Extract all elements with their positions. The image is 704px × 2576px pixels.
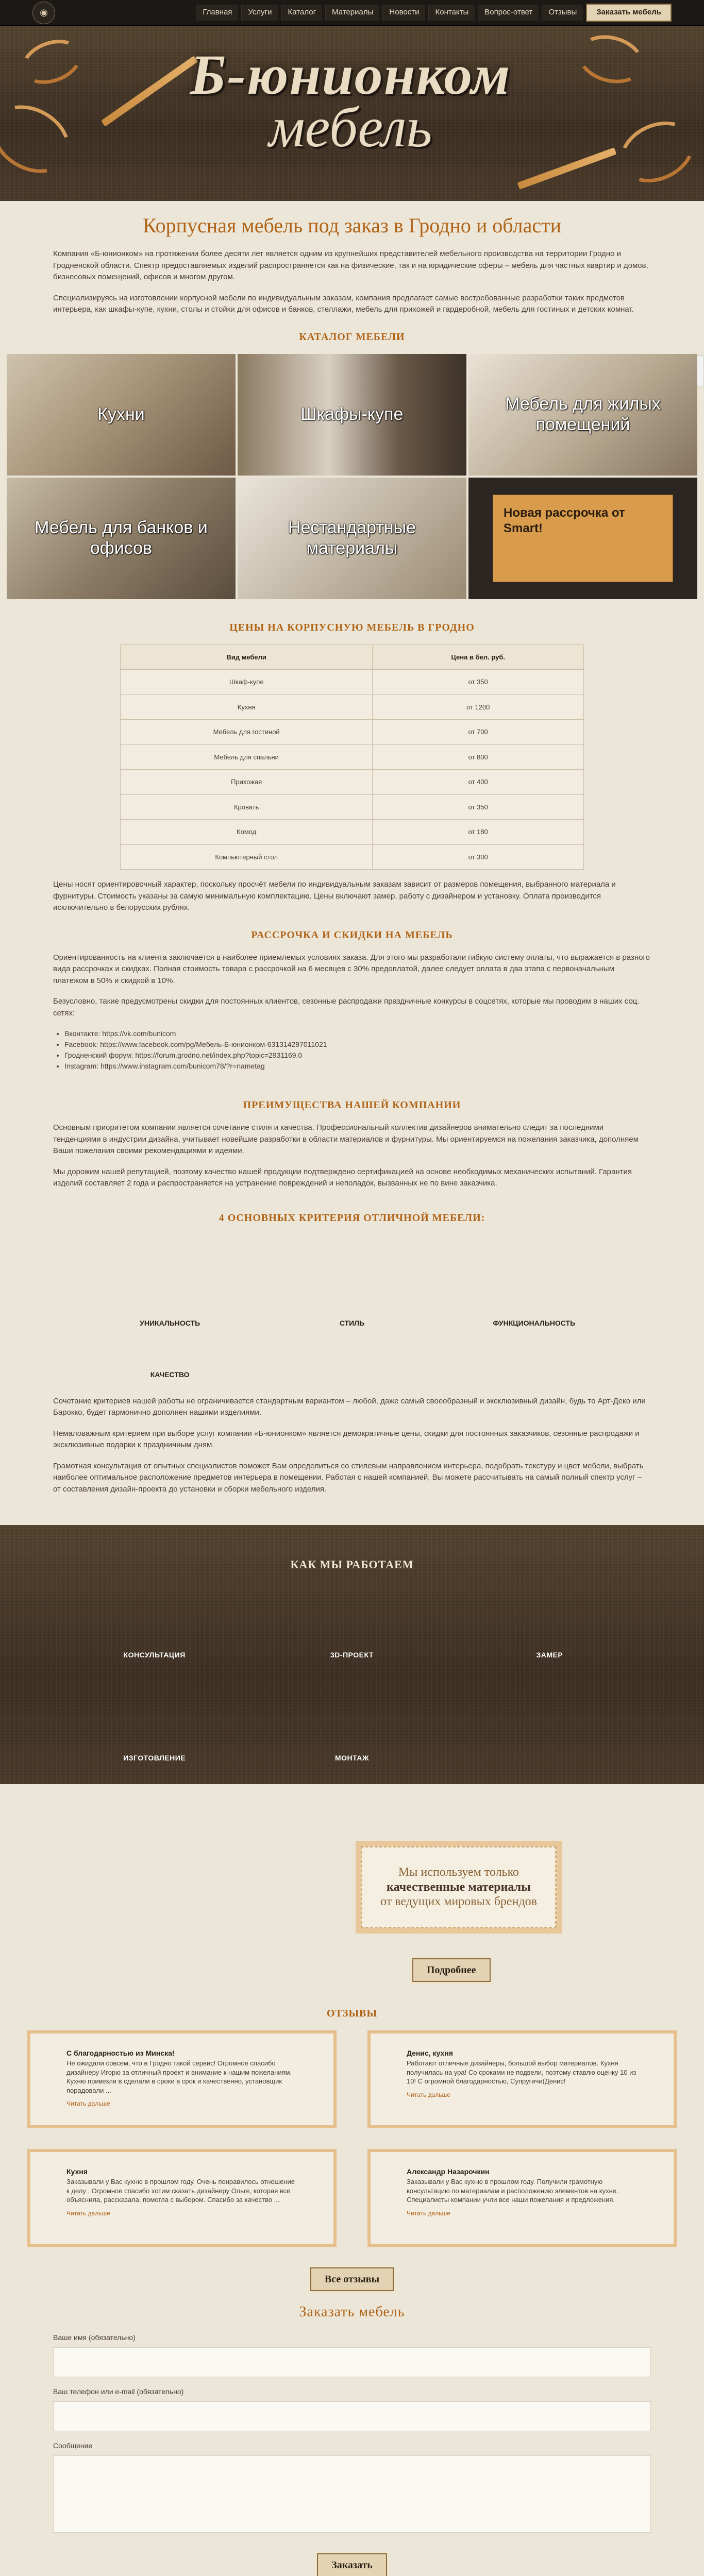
list-item	[64, 1050, 651, 1061]
nav-faq[interactable]: Вопрос-ответ	[478, 5, 539, 21]
hero-banner	[0, 26, 704, 201]
table-row	[121, 720, 584, 745]
read-more-link[interactable]: Читать дальше	[407, 2209, 450, 2217]
more-button[interactable]: Подробнее	[412, 1958, 491, 1982]
message-label: Сообщение	[53, 2442, 93, 2450]
table-cell: от 350	[373, 794, 584, 820]
reviews-grid	[27, 2030, 677, 2247]
table-row	[121, 694, 584, 720]
logo-icon[interactable]: ◉	[32, 2, 55, 24]
intro-paragraph: Специализируясь на изготовлении корпусной мебели по индивидуальным заказам, компания предлагает самые востребованные разработки таких предметов интерьера, как шкафы-купе, кухни, столы и стойки для офисов и банков, стеллажи, мебель для прихожей и гардеробной, мебель для гостиных и детских комнат.	[53, 293, 634, 314]
all-reviews-button[interactable]: Все отзывы	[310, 2267, 394, 2291]
criteria-style: СТИЛЬ	[339, 1318, 365, 1327]
main-nav	[196, 4, 672, 22]
materials-section	[0, 1784, 704, 2001]
how-title: КАК МЫ РАБОТАЕМ	[290, 1558, 414, 1571]
step-3d-project: 3D-ПРОЕКТ	[330, 1651, 374, 1659]
step-consultation: КОНСУЛЬТАЦИЯ	[123, 1651, 186, 1659]
review-card	[367, 2149, 677, 2247]
review-card	[27, 2149, 337, 2247]
catalog-tile-label: Мебель для банков и офисов	[35, 518, 208, 558]
advantages-paragraph: Основным приоритетом компании является сочетание стиля и качества. Профессиональный коллектив дизайнеров внимательно следит за последними тенденциями в индустрии дизайна, учитывает новейшие разработки в области материалов и фурнитуры. Мы ориентируемся на пожелания заказчика, дополняем Ваши пожелания своими рекомендациями и идеями.	[53, 1123, 639, 1155]
criteria-paragraph: Грамотная консультация от опытных специалистов поможет Вам определиться со стилевым направлением интерьера, подобрать текстуру и цвет мебели, выбрать наиболее оптимальное расположение предметов интерьера в помещении. Работая с нашей компанией, Вы можете рассчитывать на самый полный спектр услуг – от составления дизайн-проекта до установки и сборки мебельного изделия.	[53, 1461, 644, 1494]
table-cell: Кухня	[121, 694, 373, 720]
table-header: Вид мебели	[121, 645, 373, 670]
brand-name: Б-юнионком	[190, 43, 511, 106]
forum-link[interactable]: Гродненский форум: https://forum.grodno.net/index.php?topic=2931169.0	[64, 1051, 303, 1059]
table-cell: Мебель для спальни	[121, 744, 373, 770]
nav-services[interactable]: Услуги	[241, 5, 278, 21]
promo-card: Новая рассрочка от Smart!	[493, 495, 673, 582]
wood-shaving-icon	[15, 32, 88, 92]
catalog-tile-label: Нестандартные материалы	[288, 518, 416, 558]
wood-shaving-icon	[610, 110, 704, 194]
catalog-tile-label: Кухни	[97, 404, 145, 424]
nav-catalog[interactable]: Каталог	[281, 5, 323, 21]
catalog-grid	[7, 354, 697, 599]
facebook-link[interactable]: Facebook: https://www.facebook.com/pg/Мебель-Б-юнионком-631314297011021	[64, 1040, 327, 1048]
table-cell: от 800	[373, 744, 584, 770]
brand-logo	[155, 43, 546, 175]
review-author: Александр Назарочкин	[407, 2167, 490, 2176]
table-cell: Прихожая	[121, 770, 373, 795]
price-table	[120, 645, 584, 870]
catalog-tile-kitchens[interactable]	[7, 354, 236, 476]
table-cell: от 400	[373, 770, 584, 795]
table-row	[121, 820, 584, 845]
review-text: Работают отличные дизайнеры, большой выбор материалов. Кухня получилась на ура! Со сроками не подвели, поэтому ставлю оценку 10 из 10! С огромной благодарностью, Супругичи(Денис!	[407, 2059, 636, 2086]
read-more-link[interactable]: Читать дальше	[66, 2209, 110, 2217]
table-cell: от 180	[373, 820, 584, 845]
more-button-wrap	[412, 1958, 491, 1982]
nav-materials[interactable]: Материалы	[325, 5, 379, 21]
list-item	[64, 1061, 651, 1072]
review-author: С благодарностью из Минска!	[66, 2049, 175, 2057]
criteria-uniqueness: УНИКАЛЬНОСТЬ	[140, 1318, 200, 1327]
materials-text: Мы используем только	[398, 1865, 519, 1879]
table-row	[121, 744, 584, 770]
social-links	[64, 1028, 651, 1072]
table-row	[121, 770, 584, 795]
intro-section	[0, 201, 704, 1525]
nav-contacts[interactable]: Контакты	[428, 5, 475, 21]
list-item	[64, 1039, 651, 1050]
materials-highlight: качественные материалы	[387, 1880, 531, 1894]
nav-home[interactable]: Главная	[196, 5, 238, 21]
nav-news[interactable]: Новости	[382, 5, 425, 21]
criteria-functionality: ФУНКЦИОНАЛЬНОСТЬ	[493, 1318, 576, 1327]
contact-label: Ваш телефон или e-mail (обязательно)	[53, 2387, 184, 2396]
name-input[interactable]	[53, 2347, 651, 2377]
criteria-quality: КАЧЕСТВО	[150, 1370, 190, 1379]
table-header: Цена в бел. руб.	[373, 645, 584, 670]
top-bar	[0, 0, 704, 26]
prices-note: Цены носят ориентировочный характер, поскольку просчёт мебели по индивидуальным заказам зависит от размеров помещения, выбранного материала и фурнитуры. Стоимость указаны за самую минимальную комплектацию. Цены включают замер, работу с дизайнером и установку. Оплата производится исключительно в белорусских рублях.	[53, 880, 616, 912]
materials-card	[361, 1846, 557, 1928]
discounts-paragraph: Ориентированность на клиента заключается в наиболее приемлемых условиях заказа. Для этого мы разработали гибкую систему оплаты, что выражается в разного вида рассрочках и скидках. Полная стоимость товара с рассрочкой на 6 месяцев с 30% предоплатой, далее следует оплата в два этапа с первоначальным платежом в 50% и скидкой в 10%.	[53, 953, 650, 985]
table-cell: Компьютерный стол	[121, 844, 373, 870]
advantages-paragraph: Мы дорожим нашей репутацией, поэтому качество нашей продукции подтверждено сертификацией на основе необходимых механических испытаний. Гарантия изделий составляет 2 года и распространяется на устранение повреждений и неполадок, вызванных не по вине заказчика.	[53, 1167, 632, 1188]
catalog-tile-wardrobes[interactable]	[238, 354, 466, 476]
catalog-tile-promo[interactable]	[468, 478, 697, 599]
table-cell: от 1200	[373, 694, 584, 720]
criteria-paragraph: Немаловажным критерием при выборе услуг компании «Б-юнионком» является демократичные цены, скидки для постоянных заказчиков, сезонные распродажи и эксклюзивные подарки к праздничным дням.	[53, 1429, 640, 1449]
criteria-paragraph: Сочетание критериев нашей работы не ограничивается стандартным вариантом – любой, даже самый своеобразный и эксклюзивный дизайн, будь то Арт-Деко или Барокко, будет гармонично дополнен нашими изделиями.	[53, 1396, 646, 1417]
reviews-title: ОТЗЫВЫ	[326, 2008, 378, 2019]
name-label: Ваше имя (обязательно)	[53, 2333, 136, 2342]
read-more-link[interactable]: Читать дальше	[407, 2091, 450, 2098]
instagram-link[interactable]: Instagram: https://www.instagram.com/bunicom78/?r=nametag	[64, 1062, 265, 1070]
wood-shaving-icon	[573, 28, 649, 91]
catalog-tile-label: Шкафы-купе	[300, 404, 404, 424]
review-author: Денис, кухня	[407, 2049, 453, 2057]
order-button[interactable]: Заказать мебель	[586, 4, 672, 22]
review-author: Кухня	[66, 2167, 88, 2176]
discounts-title: РАССРОЧКА И СКИДКИ НА МЕБЕЛЬ	[251, 929, 453, 941]
all-reviews-wrap	[0, 2267, 704, 2291]
intro-paragraph: Компания «Б-юнионком» на протяжении более десяти лет является одним из крупнейших представителей мебельного производства на территории Гродно и Гродненской области. Спектр предоставляемых изделий распространяется как на физические, так и на юридические сферы – мебель для частных квартир и домов, бизнесовых помещений, офисов и многом другом.	[53, 249, 648, 281]
submit-button[interactable]: Заказать	[317, 2553, 387, 2576]
steps-grid	[56, 1594, 648, 1764]
table-cell: от 300	[373, 844, 584, 870]
table-row	[121, 794, 584, 820]
criteria-grid	[79, 1246, 625, 1380]
list-item	[64, 1028, 651, 1039]
message-textarea[interactable]	[53, 2455, 651, 2533]
step-installation: МОНТАЖ	[334, 1754, 370, 1762]
step-manufacturing: ИЗГОТОВЛЕНИЕ	[123, 1754, 186, 1762]
table-cell: от 350	[373, 670, 584, 695]
catalog-tile-living[interactable]	[468, 354, 697, 476]
catalog-title: КАТАЛОГ МЕБЕЛИ	[299, 331, 405, 343]
vk-link[interactable]: Вконтакте: https://vk.com/bunicom	[64, 1029, 176, 1038]
form-title: Заказать мебель	[299, 2304, 405, 2320]
how-we-work-section	[0, 1525, 704, 1784]
catalog-tile-label: Мебель для жилых помещений	[505, 394, 661, 434]
review-card	[27, 2030, 337, 2128]
nav-reviews[interactable]: Отзывы	[542, 5, 583, 21]
read-more-link[interactable]: Читать дальше	[66, 2100, 110, 2108]
catalog-tile-offices[interactable]	[7, 478, 236, 599]
brand-tagline: мебель	[269, 96, 432, 159]
table-cell: Мебель для гостиной	[121, 720, 373, 745]
materials-text: от ведущих мировых брендов	[380, 1895, 537, 1909]
wood-shaving-icon	[0, 92, 82, 187]
submit-wrap	[53, 2553, 651, 2576]
table-row	[121, 844, 584, 870]
table-cell: Шкаф-купе	[121, 670, 373, 695]
contact-input[interactable]	[53, 2401, 651, 2431]
table-cell: Кровать	[121, 794, 373, 820]
order-form	[53, 2332, 651, 2576]
review-text: Заказывали у Вас кухню в прошлом году. Получили грамотную консультацию по материалам и расположению элементов на кухне. Специалисты компании учли все наши пожелания и предложения.	[407, 2178, 618, 2204]
criteria-title: 4 ОСНОВНЫХ КРИТЕРИЯ ОТЛИЧНОЙ МЕБЕЛИ:	[219, 1212, 485, 1224]
page-title: Корпусная мебель под заказ в Гродно и области	[142, 214, 561, 237]
reviews-section	[0, 2001, 704, 2576]
review-text: Заказывали у Вас кухню в прошлом году. Очень понравилось отношение к делу . Огромное спасибо хотим сказать дизайнеру Ольге, которая все объяснила, рассказала, помогла с выбором. Спасибо за качество ...	[66, 2178, 295, 2204]
table-cell: Комод	[121, 820, 373, 845]
table-cell: от 700	[373, 720, 584, 745]
prices-title: ЦЕНЫ НА КОРПУСНУЮ МЕБЕЛЬ В ГРОДНО	[229, 621, 475, 633]
discounts-paragraph: Безусловно, такие предусмотрены скидки для постоянных клиентов, сезонные распродажи праздничные конкурсы в соцсетях, которые мы проводим в наших соц. сетях:	[53, 997, 640, 1018]
table-row	[121, 670, 584, 695]
review-text: Не ожидали совсем, что в Гродно такой сервис! Огромное спасибо дизайнеру Игорю за отличный проект и внимание к нашим пожеланиям. Кухню привезли в сделали в сроки в срок и качественно, установщик порадовали ...	[66, 2059, 292, 2094]
step-measure: ЗАМЕР	[536, 1651, 563, 1659]
review-card	[367, 2030, 677, 2128]
catalog-tile-custom[interactable]	[238, 478, 466, 599]
advantages-title: ПРЕИМУЩЕСТВА НАШЕЙ КОМПАНИИ	[243, 1099, 461, 1111]
